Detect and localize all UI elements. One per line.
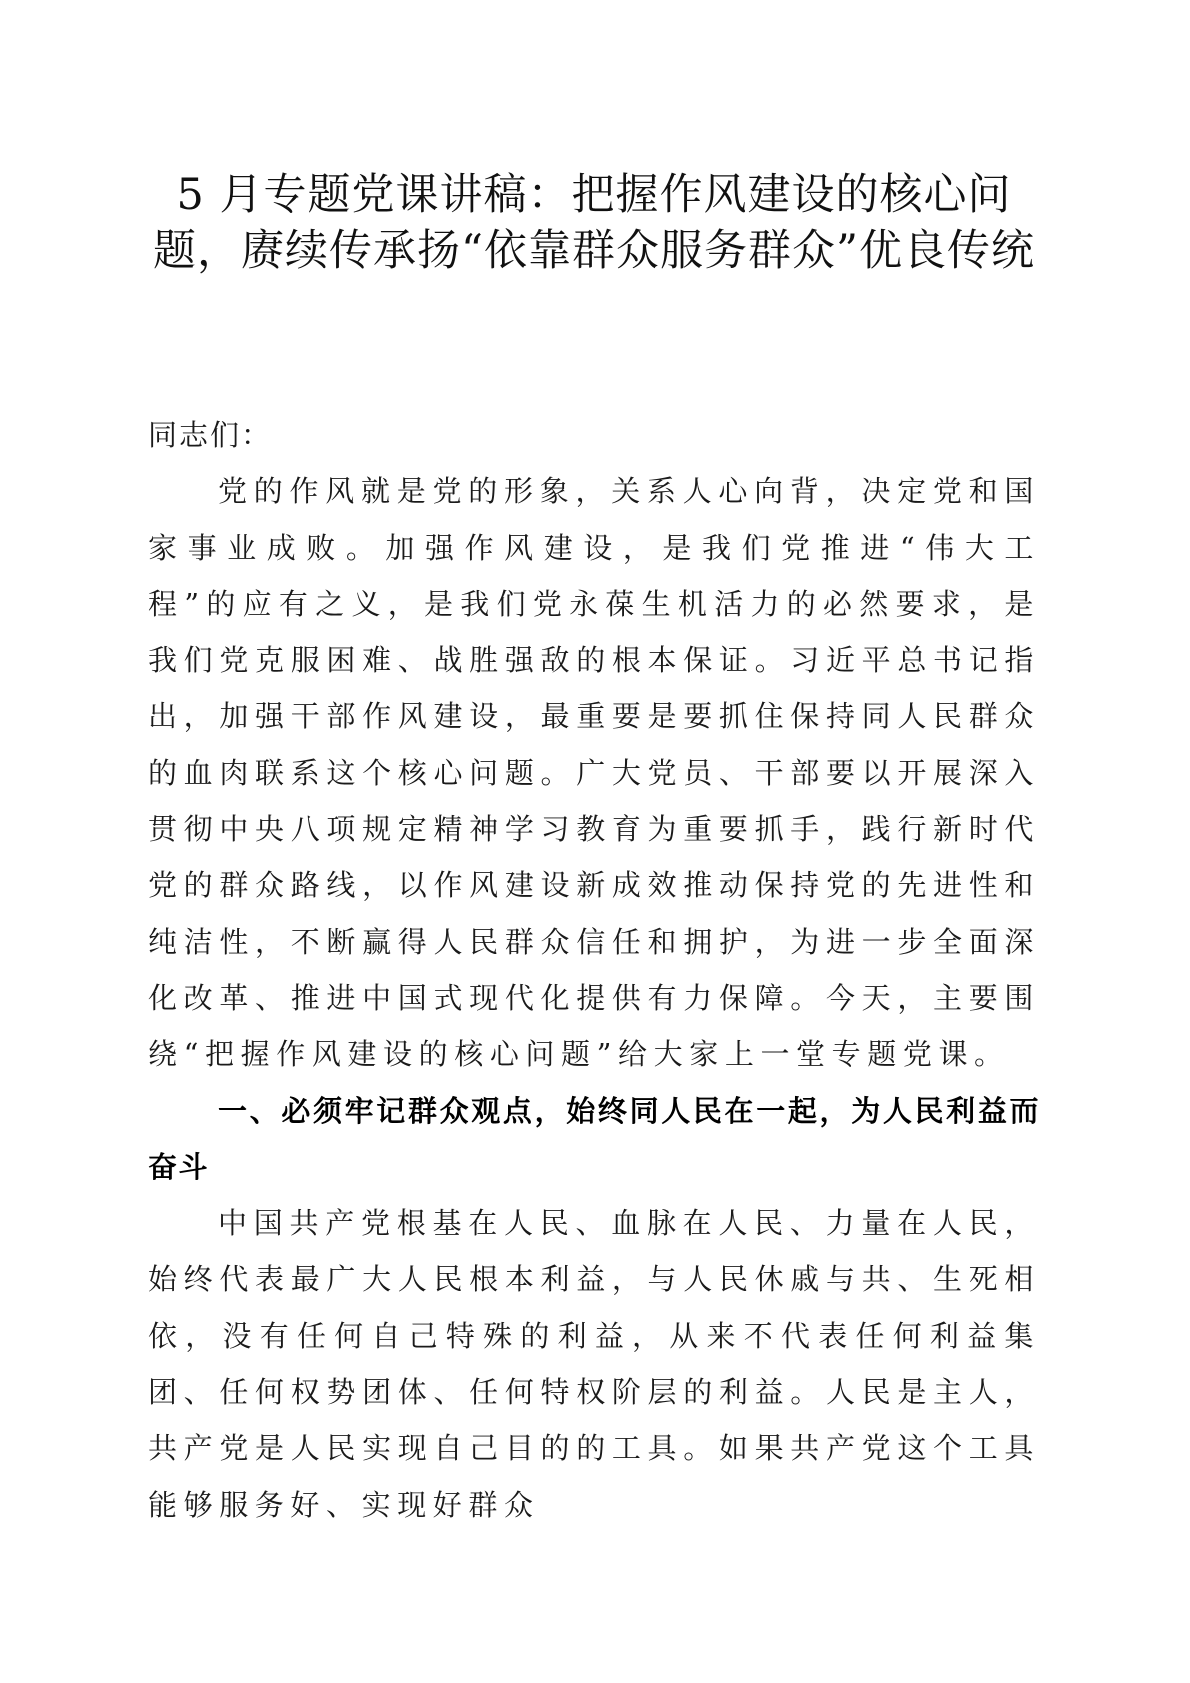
intro-paragraph: 党的作风就是党的形象，关系人心向背，决定党和国家事业成败。加强作风建设，是我们党推进“伟大工程”的应有之义，是我们党永葆生机活力的必然要求，是我们党克服困难、战胜强敌的根本保证。习近平总书记指出，加强干部作风建设，最重要是要抓住保持同人民群众的血肉联系这个核心问题。广大党员、干部要以开展深入贯彻中央八项规定精神学习教育为重要抓手，践行新时代党的群众路线，以作风建设新成效推动保持党的先进性和纯洁性，不断赢得人民群众信任和拥护，为进一步全面深化改革、推进中国式现代化提供有力保障。今天，主要围绕“把握作风建设的核心问题”给大家上一堂专题党课。 [148, 474, 1040, 1072]
section-paragraph: 中国共产党根基在人民、血脉在人民、力量在人民，始终代表最广大人民根本利益，与人民休戚与共、生死相依，没有任何自己特殊的利益，从来不代表任何利益集团、任何权势团体、任何特权阶层的利益。人民是主人，共产党是人民实现自己目的的工具。如果共产党这个工具能够服务好、实现好群众 [148, 1206, 1040, 1522]
document-body [148, 407, 1040, 1533]
salutation: 同志们： [148, 418, 273, 452]
document-title: 5 月专题党课讲稿：把握作风建设的核心问题，赓续传承扬“依靠群众服务群众”优良传统 [153, 170, 1035, 276]
section-heading: 一、必须牢记群众观点，始终同人民在一起，为人民利益而奋斗 [148, 1093, 1040, 1184]
